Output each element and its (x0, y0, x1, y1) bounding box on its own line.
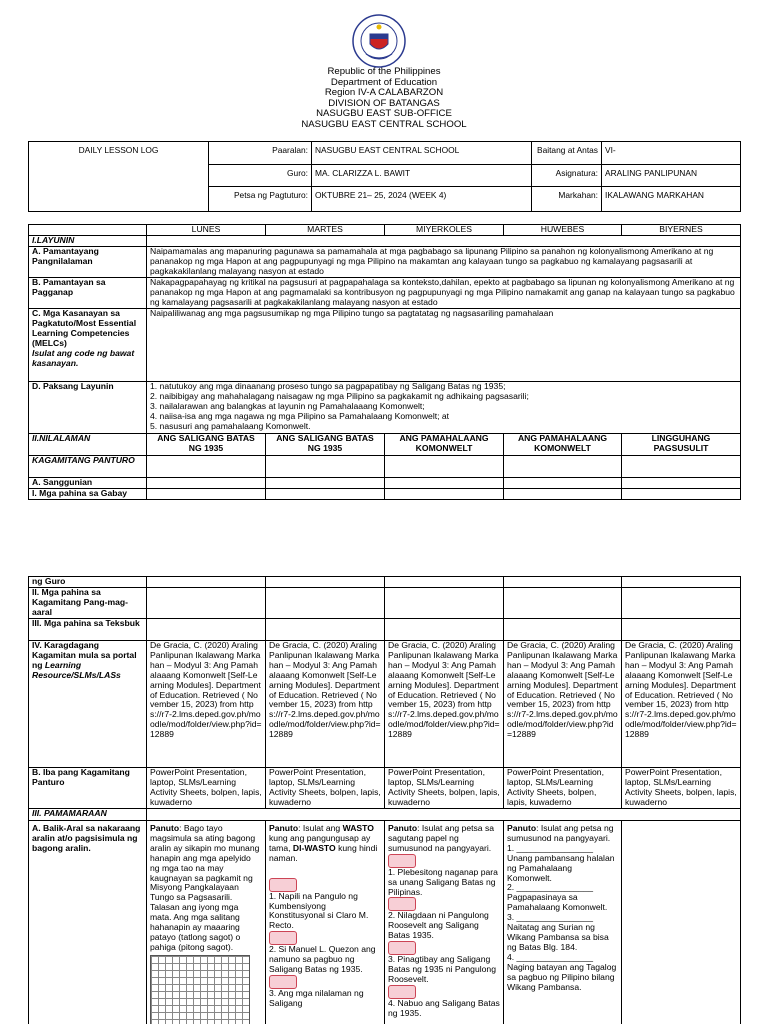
topic-huwebes: ANG PAMAHALAANG KOMONWELT (504, 434, 622, 456)
huwebes-instruction: : Isulat ang petsa ng sumusunod na pangyayari. (507, 823, 614, 843)
list-item: 1. natutukoy ang mga dinaanang proseso tungo sa pagpapatibay ng Saligang Batas ng 1935; (150, 381, 506, 391)
iba-pang-kagamitan-martes: PowerPoint Presentation, laptop, SLMs/Learning Activity Sheets, bolpen, lapis, kuwaderno (266, 768, 385, 809)
petsa-value: OKTUBRE 21– 25, 2024 (WEEK 4) (312, 187, 532, 212)
asignatura-label: Asignatura: (532, 165, 602, 187)
pamantayan-sa-pagganap-text: Nakapagpapahayag ng kritikal na pagsusuri at pagpapahalaga sa konteksto,dahilan, epekto at pagbabago sa lipunan ng kolonyalismong Amerikano at ng pananakop ng mga Hapon at ang pagmamalaki sa kontribusyon ng pagpupunyagi ng mga Pilipino namakamit ang ganap na kalayaan tungo sa pagkabuo ng kamalayang pagsasarili at pagkakakilanlang malayang nasyon at estado (147, 278, 741, 309)
panuto-label: Panuto (507, 823, 537, 833)
header-division: DIVISION OF BATANGAS (328, 98, 440, 109)
panuto-label: Panuto (269, 823, 299, 833)
iba-pang-kagamitan-miyerkoles: PowerPoint Presentation, laptop, SLMs/Learning Activity Sheets, bolpen, lapis, kuwaderno (385, 768, 504, 809)
list-item: 5. nasusuri ang pamahalaang Komonwelt. (150, 420, 311, 431)
nilalaman-heading: II.NILALAMAN (29, 434, 147, 456)
empty-cell (622, 489, 741, 500)
di-wasto-keyword: DI-WASTO (292, 842, 336, 853)
karagdagang-label-text: IV. Karagdagang Kagamitan mula sa portal ng (32, 640, 137, 670)
melc-text: Naipaliliwanag ang mga pagsusumikap ng mga Pilipino tungo sa pagtatatag ng nagsasariling pamahalaan (147, 309, 741, 382)
empty-cell (147, 456, 266, 478)
reference-lunes: De Gracia, C. (2020) Araling Panlipunan Ikalawang Markahan – Modyul 3: Ang Pamahalaaang Komonwelt [Self-Learning Modules]. Department of Education. Retrieved ( November 15, 2023) from https://r7-2.lms.deped.gov.ph/moodle/mod/folder/view.php?id=12889 (147, 641, 266, 768)
layunin-empty (147, 236, 741, 247)
markahan-value: IKALAWANG MARKAHAN (602, 187, 741, 212)
gabay-label: I. Mga pahina sa Gabay (29, 489, 147, 500)
empty-cell (147, 489, 266, 500)
lunes-instruction: : Bago tayo magsimula sa ating bagong aralin ay sikapin mo munang hanapin ang mga apelyido ng mga tao na may kaugnayan sa pagkamit ng Misyong Pangkalayaan Tungo sa Pagsasarili. Talasan ang iyong mga mata. Ang mga salitang hahanapin ay maaaring patayo (tatlong sagot) o pahiga (pitong sagot). (150, 823, 260, 952)
empty-cell (622, 456, 741, 478)
header-suboffice: NASUGBU EAST SUB-OFFICE (316, 108, 452, 119)
balik-aral-biyernes (622, 821, 741, 1024)
empty-cell (147, 577, 266, 588)
answer-box[interactable] (269, 878, 297, 892)
empty-cell (385, 456, 504, 478)
reference-biyernes: De Gracia, C. (2020) Araling Panlipunan Ikalawang Markahan – Modyul 3: Ang Pamahalaaang Komonwelt [Self-Learning Modules]. Department of Education. Retrieved ( November 15, 2023) from https://r7-2.lms.deped.gov.ph/moodle/mod/folder/view.php?id=12889 (622, 641, 741, 768)
paaralan-value: NASUGBU EAST CENTRAL SCHOOL (312, 142, 532, 165)
list-item: 1. Plebesitong naganap para sa unang Saligang Batas ng Pilipinas. (388, 866, 498, 897)
list-item: 1. ________________ (507, 842, 594, 853)
wasto-keyword: WASTO (342, 823, 374, 833)
list-item: 3. Ang mga nilalaman ng Saligang (269, 987, 364, 1008)
list-item: 2. Si Manuel L. Quezon ang namuno sa pagbuo ng Saligang Batas ng 1935. (269, 944, 376, 975)
pang-mag-aaral-label: II. Mga pahina sa Kagamitang Pang-mag-aaral (29, 588, 147, 619)
list-item: 1. Napili na Pangulo ng Kumbensiyong Konstitusyonal si Claro M. Recto. (269, 890, 369, 931)
reference-martes: De Gracia, C. (2020) Araling Panlipunan Ikalawang Markahan – Modyul 3: Ang Pamahalaaang Komonwelt [Self-Learning Modules]. Department of Education. Retrieved ( November 15, 2023) from https://r7-2.lms.deped.gov.ph/moodle/mod/folder/view.php?id=12889 (266, 641, 385, 768)
empty-cell (385, 577, 504, 588)
empty-cell (504, 489, 622, 500)
lesson-plan-table (28, 224, 741, 500)
list-item: Unang pambansang halalan ng Pamahalaang Komonwelt. (507, 852, 615, 883)
empty-cell (385, 588, 504, 619)
pamamaraan-empty (147, 809, 741, 821)
empty-cell (504, 619, 622, 641)
list-item: Naitatag ang Surian ng Wikang Pambansa sa bisa ng Batas Blg. 184. (507, 922, 609, 952)
lesson-info-table (28, 141, 741, 212)
list-item: 2. Nilagdaan ni Pangulong Roosevelt ang Saligang Batas 1935. (388, 910, 489, 941)
sanggunian-label: A. Sanggunian (29, 478, 147, 489)
melc-label: C. Mga Kasanayan sa Pagkatuto/Most Essential Learning Competencies (MELCs) (32, 308, 137, 348)
empty-cell (385, 489, 504, 500)
list-item: Naging batayan ang Tagalog sa pagbuo ng Pilipino bilang Wikang Pambansa. (507, 961, 617, 992)
list-item: 3. Pinagtibay ang Saligang Batas ng 1935 ni Pangulong Roosevelt. (388, 954, 496, 984)
list-item: 2. ________________ (507, 882, 594, 893)
lesson-plan-table-continued (28, 576, 741, 1024)
list-item: Pagpapasinaya sa Pamahalaang Komonwelt. (507, 892, 608, 913)
empty-cell (504, 478, 622, 489)
list-item: 4. ________________ (507, 951, 594, 962)
martes-instruction-part: kung ang pangungusap ay tama, (269, 832, 371, 853)
reference-miyerkoles: De Gracia, C. (2020) Araling Panlipunan Ikalawang Markahan – Modyul 3: Ang Pamahalaaang Komonwelt [Self-Learning Modules]. Department of Education. Retrieved ( November 15, 2023) from https://r7-2.lms.deped.gov.ph/moodle/mod/folder/view.php?id=12889 (385, 641, 504, 768)
pamantayang-pangnilalaman-label: A. Pamantayang Pangnilalaman (29, 247, 147, 278)
list-item: 4. Nabuo ang Saligang Batas ng 1935. (388, 997, 500, 1018)
deped-seal-logo (352, 14, 406, 68)
iba-pang-kagamitan-biyernes: PowerPoint Presentation, laptop, SLMs/Learning Activity Sheets, bolpen, lapis, kuwaderno (622, 768, 741, 809)
balik-aral-lunes (147, 821, 266, 1024)
header-school: NASUGBU EAST CENTRAL SCHOOL (301, 119, 467, 130)
petsa-label: Petsa ng Pagtuturo: (209, 187, 312, 212)
kagamitang-panturo-heading: KAGAMITANG PANTURO (29, 456, 147, 478)
asignatura-value: ARALING PANLIPUNAN (602, 165, 741, 187)
miyerkoles-instruction: : Isulat ang petsa sa sagutang papel ng sumusunod na pangyayari. (388, 823, 495, 853)
martes-instruction-part: kung hindi naman. (269, 842, 378, 863)
corner-cell (29, 225, 147, 236)
empty-cell (504, 577, 622, 588)
reference-huwebes: De Gracia, C. (2020) Araling Panlipunan Ikalawang Markahan – Modyul 3: Ang Pamahalaaang Komonwelt [Self-Learning Modules]. Department of Education. Retrieved ( November 15, 2023) from https://r7-2.lms.deped.gov.ph/moodle/mod/folder/view.php?id=12889 (504, 641, 622, 768)
empty-cell (147, 619, 266, 641)
empty-cell (504, 588, 622, 619)
iba-pang-kagamitan-label: B. Iba pang Kagamitang Panturo (29, 768, 147, 809)
empty-cell (504, 456, 622, 478)
iba-pang-kagamitan-lunes: PowerPoint Presentation, laptop, SLMs/Learning Activity Sheets, bolpen, lapis, kuwaderno (147, 768, 266, 809)
empty-cell (622, 619, 741, 641)
day-header-biyernes: BIYERNES (622, 225, 741, 236)
panuto-label: Panuto (150, 823, 180, 833)
paaralan-label: Paaralan: (209, 142, 312, 165)
paksang-layunin-label: D. Paksang Layunin (29, 382, 147, 434)
topic-lunes: ANG SALIGANG BATAS NG 1935 (147, 434, 266, 456)
martes-instruction-part: : Isulat ang (298, 823, 343, 833)
iba-pang-kagamitan-huwebes: PowerPoint Presentation, laptop, SLMs/Learning Activity Sheets, bolpen, lapis, kuwaderno (504, 768, 622, 809)
list-item: 4. naiisa-isa ang mga nagawa ng mga Pilipino sa Pamahalaang Komonwelt; at (150, 410, 450, 421)
empty-cell (385, 619, 504, 641)
answer-box[interactable] (388, 941, 416, 955)
list-item: 2. naibibigay ang mahahalagang naisagaw ng mga Pilipino sa pagkakamit ng adhikaing pagsasarili; (150, 390, 529, 401)
answer-box[interactable] (269, 975, 297, 989)
header-country: Republic of the Philippines (327, 66, 441, 77)
topic-miyerkoles: ANG PAMAHALAANG KOMONWELT (385, 434, 504, 456)
empty-cell (266, 619, 385, 641)
header-region: Region IV-A CALABARZON (324, 87, 444, 98)
melc-note: Isulat ang code ng bawat kasanayan. (32, 347, 135, 368)
balik-aral-miyerkoles (385, 821, 504, 1024)
markahan-label: Markahan: (532, 187, 602, 212)
baitang-value: VI- (602, 142, 741, 165)
karagdagang-label-italic: Learning Resource/SLMs/LASs (32, 659, 121, 680)
balik-aral-martes (266, 821, 385, 1024)
empty-cell (622, 478, 741, 489)
pamantayan-sa-pagganap-label: B. Pamantayan sa Pagganap (29, 278, 147, 309)
day-header-lunes: LUNES (147, 225, 266, 236)
empty-cell (622, 577, 741, 588)
daily-lesson-log-title: DAILY LESSON LOG (29, 142, 209, 212)
melc-label-cell (29, 309, 147, 382)
guro-value: MA. CLARIZZA L. BAWIT (312, 165, 532, 187)
layunin-heading: I.LAYUNIN (29, 236, 147, 247)
empty-cell (266, 478, 385, 489)
balik-aral-label: A. Balik-Aral sa nakaraang aralin at/o pagsisimula ng bagong aralin. (29, 821, 147, 1024)
day-header-martes: MARTES (266, 225, 385, 236)
empty-cell (266, 456, 385, 478)
paksang-layunin-list (147, 382, 741, 434)
word-search-grid (150, 955, 250, 1024)
answer-box[interactable] (388, 985, 416, 999)
empty-cell (622, 588, 741, 619)
answer-box[interactable] (269, 931, 297, 945)
baitang-label: Baitang at Antas (532, 142, 602, 165)
guro-label: Guro: (209, 165, 312, 187)
answer-box[interactable] (388, 897, 416, 911)
empty-cell (147, 588, 266, 619)
empty-cell (266, 588, 385, 619)
day-header-miyerkoles: MIYERKOLES (385, 225, 504, 236)
empty-cell (266, 577, 385, 588)
list-item: 3. nailalarawan ang balangkas at layunin ng Pamahalaaang Komonwelt; (150, 400, 425, 411)
teksbuk-label: III. Mga pahina sa Teksbuk (29, 619, 147, 641)
topic-martes: ANG SALIGANG BATAS NG 1935 (266, 434, 385, 456)
day-header-huwebes: HUWEBES (504, 225, 622, 236)
empty-cell (147, 478, 266, 489)
panuto-label: Panuto (388, 823, 418, 833)
karagdagang-kagamitan-label (29, 641, 147, 768)
list-item: 3. ________________ (507, 912, 594, 923)
gabay-continued-label: ng Guro (29, 577, 147, 588)
answer-box[interactable] (388, 854, 416, 868)
header-department: Department of Education (330, 77, 438, 88)
balik-aral-huwebes (504, 821, 622, 1024)
pamantayang-pangnilalaman-text: Naipamamalas ang mapanuring pagunawa sa pamamahala at mga pagbabago sa lipunang Pilipino sa panahon ng kolonyalismong Amerikano at ng pananakop ng mga Hapon at ang pagpupunyagi ng mga Pilipino na makamtan ang kalayaan tungo sa pagkabuo ng kamalayang pagsasarili at pagkakakilanlang malayang nasyon at estado (147, 247, 741, 278)
empty-cell (385, 478, 504, 489)
pamamaraan-heading: III. PAMAMARAAN (29, 809, 147, 821)
empty-cell (266, 489, 385, 500)
topic-biyernes: LINGGUHANG PAGSUSULIT (622, 434, 741, 456)
